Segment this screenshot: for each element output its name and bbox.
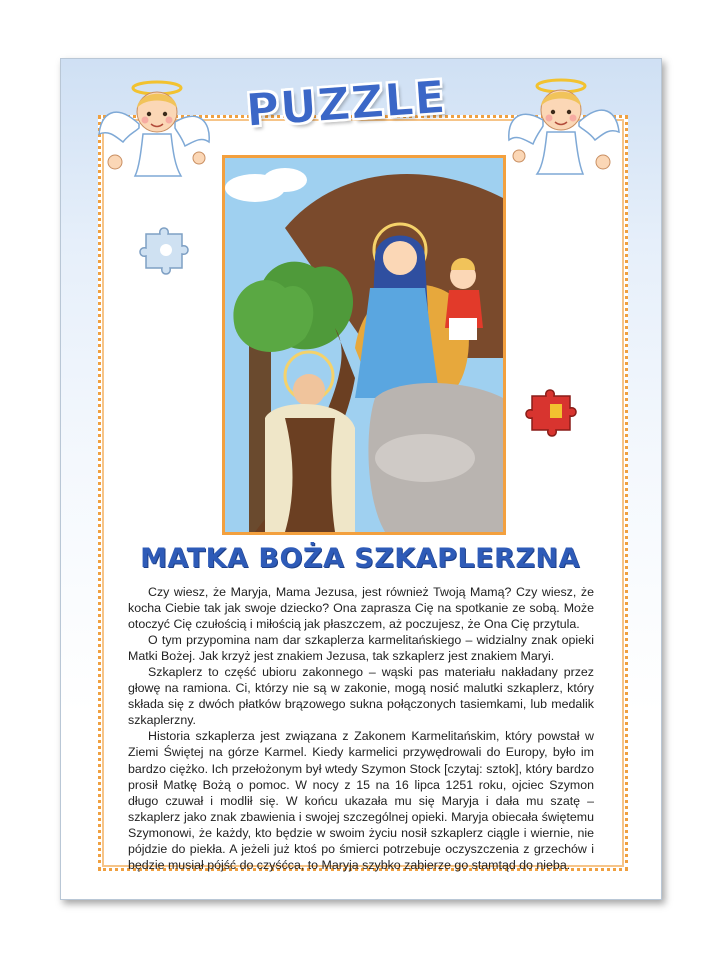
paragraph: Historia szkaplerza jest związana z Zakonem Karmelitańskim, który powstał w Ziemi Świętej na górze Karmel. Kiedy karmelici przywędrowali do Europy, było im bardzo ciężko. Ich przełożonym był wtedy Szymon Stock [czytaj: sztok], który bardzo prosił Matkę Bożą o pomoc. W nocy z 15 na 16 lipca 1251 roku, ojciec Szymon długo czuwał i modlił się. W końcu ukazała mu się Maryja i dała mu szatę – szkaplerz jako znak zbawienia i swojej szczególnej opieki. Maryja obiecała świętemu Szymonowi, że każdy, kto będzie w swoim życiu nosił szkaplerz ciągle i wiernie, nie pójdzie do piekła. A jeżeli już ktoś po śmierci potrzebuje oczyszczenia z grzechów i będzie musiał pójść do czyśćca, to Maryja szybko zabierze go stamtąd do nieba. bbox=[128, 729, 594, 872]
scapular-illustration bbox=[222, 155, 506, 535]
puzzle-piece-icon bbox=[522, 382, 586, 440]
cherub-angel-icon bbox=[505, 70, 623, 186]
paragraph: O tym przypomina nam dar szkaplerza karmelitańskiego – widzialny znak opieki Matki Bożej. Jak krzyż jest znakiem Jezusa, tak szkaplerz jest znakiem Maryi. bbox=[128, 633, 594, 664]
body-text bbox=[128, 584, 594, 873]
puzzle-piece-icon bbox=[136, 220, 198, 278]
cherub-angel-icon bbox=[95, 72, 213, 188]
paragraph: Szkaplerz to część ubioru zakonnego – wąski pas materiału nakładany przez głowę na ramiona. Ci, którzy nie są w zakonie, mogą nosić malutki szkaplerz, który składa się z dwóch płatków brązowego sukna połączonych tasiemkami, lub medalik szkaplerzny. bbox=[128, 665, 594, 728]
puzzle-title: PUZZLE bbox=[244, 70, 448, 137]
section-heading: MATKA BOŻA SZKAPLERZNA bbox=[140, 543, 580, 574]
paragraph: Czy wiesz, że Maryja, Mama Jezusa, jest również Twoją Mamą? Czy wiesz, że kocha Ciebie tak jak swoje dziecko? Ona zaprasza Cię na spotkanie ze sobą. Może otoczyć Cię czułością i miłością jak płaszczem, aż poczujesz, że Ona Cię przytula. bbox=[128, 585, 594, 632]
